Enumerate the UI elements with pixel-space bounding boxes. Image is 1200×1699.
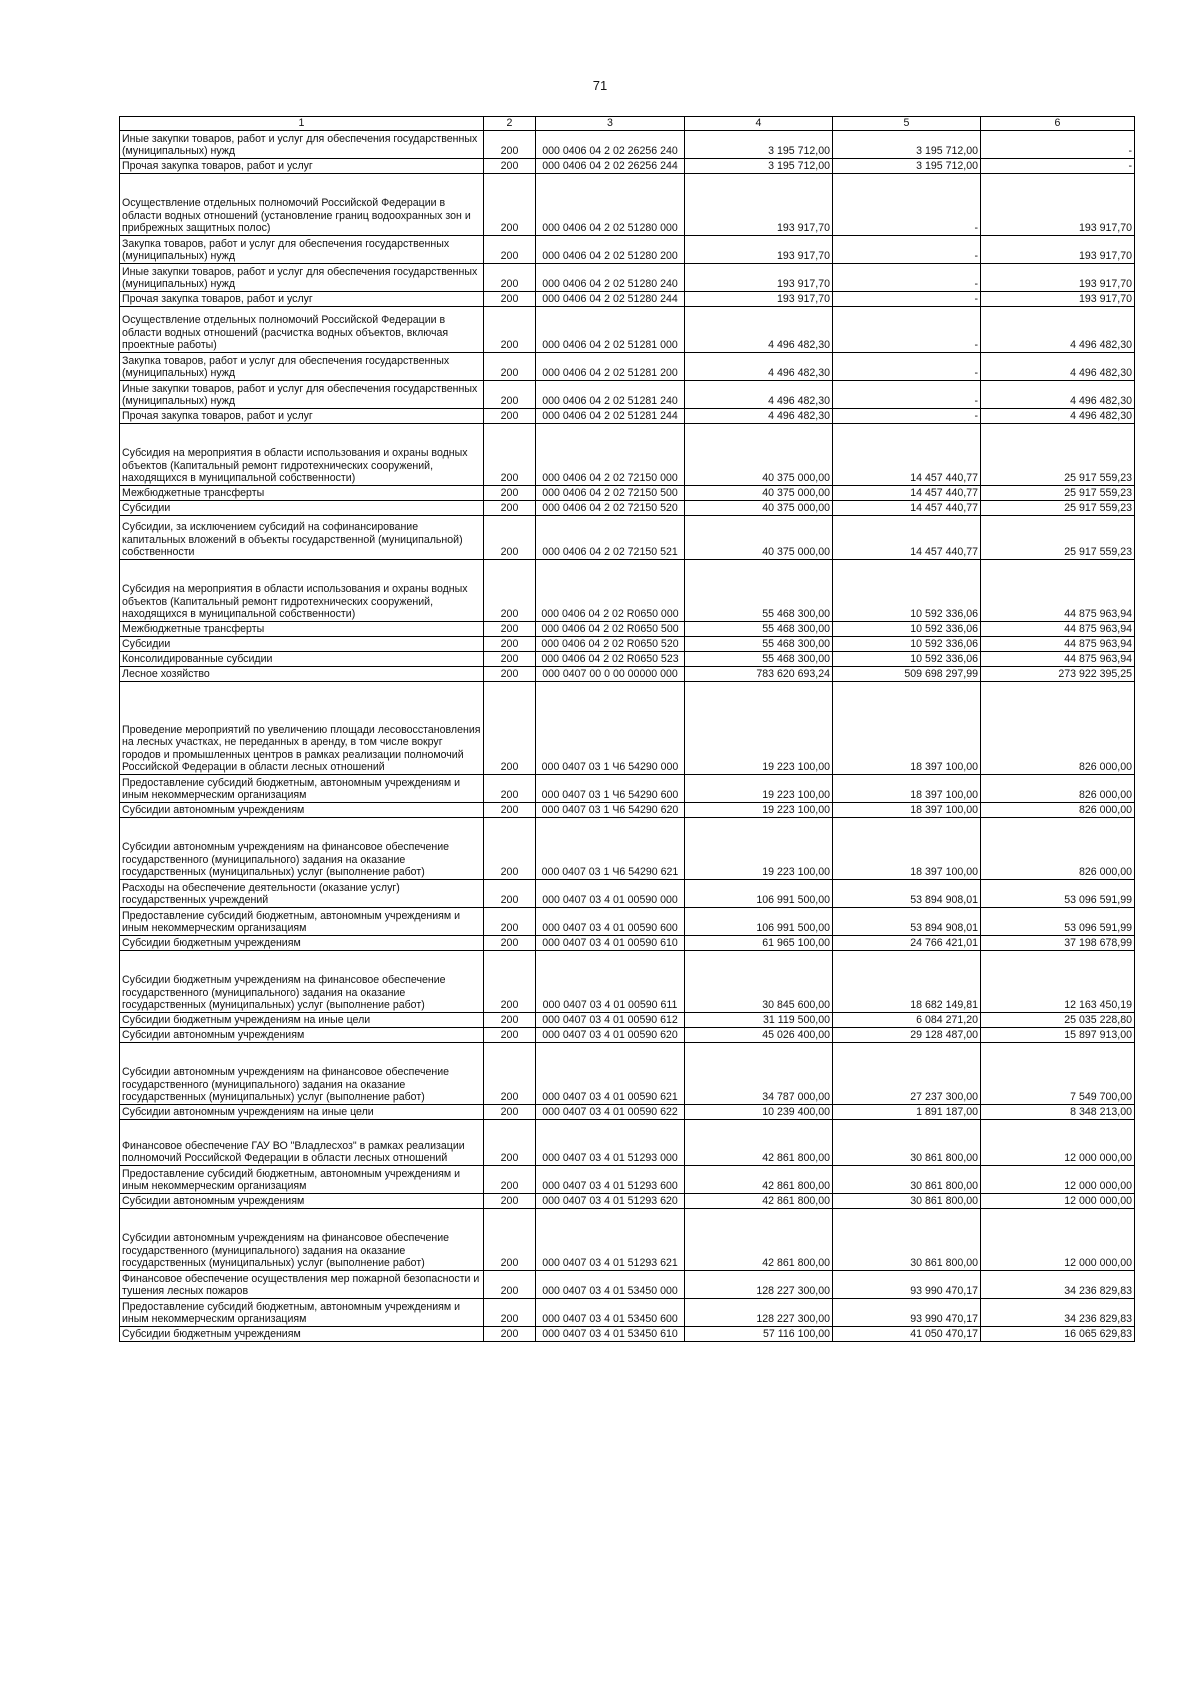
row-name-cell: Межбюджетные трансферты [120, 622, 484, 637]
row-col5-amount-cell: 509 698 297,99 [833, 667, 981, 682]
row-col5-amount-cell: 18 682 149,81 [833, 951, 981, 1013]
row-classification-code-cell: 000 0407 03 4 01 51293 000 [536, 1120, 685, 1166]
row-col6-amount-cell: 25 917 559,23 [981, 516, 1135, 560]
row-col5-amount-cell: 14 457 440,77 [833, 424, 981, 486]
row-col6-amount-cell: 193 917,70 [981, 174, 1135, 236]
table-row [120, 424, 1135, 486]
row-col4-amount-cell: 193 917,70 [685, 292, 833, 307]
row-col6-amount-cell: 12 000 000,00 [981, 1120, 1135, 1166]
table-row [120, 307, 1135, 353]
table-row [120, 131, 1135, 159]
row-col4-amount-cell: 193 917,70 [685, 174, 833, 236]
row-name-cell: Прочая закупка товаров, работ и услуг [120, 409, 484, 424]
row-col4-amount-cell: 19 223 100,00 [685, 803, 833, 818]
row-col6-amount-cell: 25 035 228,80 [981, 1013, 1135, 1028]
row-admin-code-cell: 200 [484, 1120, 536, 1166]
row-classification-code-cell: 000 0407 03 4 01 00590 621 [536, 1043, 685, 1105]
table-row [120, 880, 1135, 908]
row-admin-code-cell: 200 [484, 1105, 536, 1120]
row-name-cell: Иные закупки товаров, работ и услуг для обеспечения государственных (муниципальных) нужд [120, 264, 484, 292]
row-col5-amount-cell: - [833, 236, 981, 264]
row-col5-amount-cell: 30 861 800,00 [833, 1166, 981, 1194]
row-classification-code-cell: 000 0406 04 2 02 72150 000 [536, 424, 685, 486]
row-admin-code-cell: 200 [484, 803, 536, 818]
table-row [120, 174, 1135, 236]
row-admin-code-cell: 200 [484, 880, 536, 908]
row-col6-amount-cell: 44 875 963,94 [981, 637, 1135, 652]
header-col-1: 1 [120, 117, 484, 131]
row-col6-amount-cell: 7 549 700,00 [981, 1043, 1135, 1105]
table-row [120, 682, 1135, 775]
row-admin-code-cell: 200 [484, 818, 536, 880]
row-name-cell: Субсидии [120, 637, 484, 652]
row-col5-amount-cell: 30 861 800,00 [833, 1120, 981, 1166]
row-col4-amount-cell: 45 026 400,00 [685, 1028, 833, 1043]
row-name-cell: Прочая закупка товаров, работ и услуг [120, 292, 484, 307]
row-name-cell: Финансовое обеспечение ГАУ ВО "Владлесхоз" в рамках реализации полномочий Российской Федерации в области лесных отношений [120, 1120, 484, 1166]
table-row [120, 353, 1135, 381]
row-col4-amount-cell: 106 991 500,00 [685, 908, 833, 936]
row-col6-amount-cell: 12 000 000,00 [981, 1166, 1135, 1194]
row-name-cell: Иные закупки товаров, работ и услуг для обеспечения государственных (муниципальных) нужд [120, 381, 484, 409]
row-col5-amount-cell: 24 766 421,01 [833, 936, 981, 951]
row-classification-code-cell: 000 0406 04 2 02 51281 240 [536, 381, 685, 409]
table-row [120, 803, 1135, 818]
row-col5-amount-cell: 10 592 336,06 [833, 560, 981, 622]
row-name-cell: Субсидии автономным учреждениям на финансовое обеспечение государственного (муниципального) задания на оказание государственных (муниципальных) услуг (выполнение работ) [120, 818, 484, 880]
row-admin-code-cell: 200 [484, 775, 536, 803]
row-col4-amount-cell: 4 496 482,30 [685, 307, 833, 353]
row-col5-amount-cell: 1 891 187,00 [833, 1105, 981, 1120]
row-col4-amount-cell: 42 861 800,00 [685, 1120, 833, 1166]
row-col6-amount-cell: 34 236 829,83 [981, 1271, 1135, 1299]
row-classification-code-cell: 000 0406 04 2 02 51280 244 [536, 292, 685, 307]
row-col6-amount-cell: 4 496 482,30 [981, 381, 1135, 409]
header-col-6: 6 [981, 117, 1135, 131]
table-row [120, 1209, 1135, 1271]
row-col4-amount-cell: 4 496 482,30 [685, 409, 833, 424]
row-col5-amount-cell: - [833, 381, 981, 409]
row-classification-code-cell: 000 0407 03 4 01 00590 612 [536, 1013, 685, 1028]
row-classification-code-cell: 000 0407 03 4 01 53450 000 [536, 1271, 685, 1299]
row-name-cell: Субсидии [120, 501, 484, 516]
row-classification-code-cell: 000 0406 04 2 02 51281 200 [536, 353, 685, 381]
row-admin-code-cell: 200 [484, 637, 536, 652]
row-col6-amount-cell: 826 000,00 [981, 682, 1135, 775]
row-col6-amount-cell: 193 917,70 [981, 264, 1135, 292]
row-col5-amount-cell: 14 457 440,77 [833, 501, 981, 516]
row-classification-code-cell: 000 0406 04 2 02 72150 500 [536, 486, 685, 501]
row-classification-code-cell: 000 0406 04 2 02 R0650 520 [536, 637, 685, 652]
row-col6-amount-cell: 12 000 000,00 [981, 1194, 1135, 1209]
table-row [120, 1194, 1135, 1209]
row-col4-amount-cell: 31 119 500,00 [685, 1013, 833, 1028]
row-col6-amount-cell: 25 917 559,23 [981, 486, 1135, 501]
row-classification-code-cell: 000 0407 03 4 01 51293 600 [536, 1166, 685, 1194]
header-col-4: 4 [685, 117, 833, 131]
row-admin-code-cell: 200 [484, 1209, 536, 1271]
header-col-5: 5 [833, 117, 981, 131]
row-col4-amount-cell: 4 496 482,30 [685, 381, 833, 409]
row-admin-code-cell: 200 [484, 1271, 536, 1299]
row-col6-amount-cell: 193 917,70 [981, 292, 1135, 307]
row-col4-amount-cell: 10 239 400,00 [685, 1105, 833, 1120]
row-admin-code-cell: 200 [484, 1043, 536, 1105]
row-classification-code-cell: 000 0407 03 4 01 00590 620 [536, 1028, 685, 1043]
row-name-cell: Консолидированные субсидии [120, 652, 484, 667]
row-classification-code-cell: 000 0406 04 2 02 51281 000 [536, 307, 685, 353]
row-col4-amount-cell: 3 195 712,00 [685, 159, 833, 174]
row-col4-amount-cell: 42 861 800,00 [685, 1194, 833, 1209]
row-name-cell: Предоставление субсидий бюджетным, автономным учреждениям и иным некоммерческим организациям [120, 775, 484, 803]
table-row [120, 775, 1135, 803]
row-col4-amount-cell: 783 620 693,24 [685, 667, 833, 682]
row-admin-code-cell: 200 [484, 951, 536, 1013]
row-col5-amount-cell: 14 457 440,77 [833, 486, 981, 501]
row-col6-amount-cell: 53 096 591,99 [981, 908, 1135, 936]
row-col6-amount-cell: 273 922 395,25 [981, 667, 1135, 682]
row-name-cell: Субсидии автономным учреждениям [120, 1194, 484, 1209]
table-row [120, 1327, 1135, 1342]
budget-execution-table [119, 116, 1135, 1342]
row-col5-amount-cell: 10 592 336,06 [833, 652, 981, 667]
row-col5-amount-cell: - [833, 174, 981, 236]
table-row [120, 292, 1135, 307]
row-name-cell: Иные закупки товаров, работ и услуг для обеспечения государственных (муниципальных) нужд [120, 131, 484, 159]
row-name-cell: Субсидии бюджетным учреждениям на финансовое обеспечение государственного (муниципального) задания на оказание государственных (муниципальных) услуг (выполнение работ) [120, 951, 484, 1013]
row-col6-amount-cell: 4 496 482,30 [981, 409, 1135, 424]
row-name-cell: Лесное хозяйство [120, 667, 484, 682]
table-header-row [120, 117, 1135, 131]
table-row [120, 637, 1135, 652]
row-admin-code-cell: 200 [484, 501, 536, 516]
row-admin-code-cell: 200 [484, 486, 536, 501]
row-classification-code-cell: 000 0407 03 4 01 53450 610 [536, 1327, 685, 1342]
row-admin-code-cell: 200 [484, 1194, 536, 1209]
row-classification-code-cell: 000 0406 04 2 02 26256 244 [536, 159, 685, 174]
row-admin-code-cell: 200 [484, 353, 536, 381]
row-col4-amount-cell: 19 223 100,00 [685, 818, 833, 880]
row-col6-amount-cell: 44 875 963,94 [981, 560, 1135, 622]
row-col5-amount-cell: 18 397 100,00 [833, 682, 981, 775]
row-col5-amount-cell: 10 592 336,06 [833, 622, 981, 637]
table-row [120, 409, 1135, 424]
row-col5-amount-cell: 10 592 336,06 [833, 637, 981, 652]
row-col5-amount-cell: - [833, 307, 981, 353]
row-col5-amount-cell: 41 050 470,17 [833, 1327, 981, 1342]
row-admin-code-cell: 200 [484, 1327, 536, 1342]
row-name-cell: Субсидии, за исключением субсидий на софинансирование капитальных вложений в объекты государственной (муниципальной) собственности [120, 516, 484, 560]
row-admin-code-cell: 200 [484, 307, 536, 353]
row-admin-code-cell: 200 [484, 159, 536, 174]
table-row [120, 560, 1135, 622]
row-col6-amount-cell: 8 348 213,00 [981, 1105, 1135, 1120]
table-row [120, 818, 1135, 880]
row-col5-amount-cell: 6 084 271,20 [833, 1013, 981, 1028]
row-col4-amount-cell: 40 375 000,00 [685, 516, 833, 560]
row-col4-amount-cell: 40 375 000,00 [685, 486, 833, 501]
table-row [120, 936, 1135, 951]
row-col4-amount-cell: 128 227 300,00 [685, 1271, 833, 1299]
row-classification-code-cell: 000 0407 03 4 01 00590 622 [536, 1105, 685, 1120]
table-row [120, 1120, 1135, 1166]
row-col4-amount-cell: 128 227 300,00 [685, 1299, 833, 1327]
row-col6-amount-cell: - [981, 131, 1135, 159]
row-name-cell: Субсидии бюджетным учреждениям [120, 1327, 484, 1342]
row-classification-code-cell: 000 0407 03 1 Ч6 54290 000 [536, 682, 685, 775]
row-col5-amount-cell: - [833, 409, 981, 424]
row-name-cell: Осуществление отдельных полномочий Российской Федерации в области водных отношений (установление границ водоохранных зон и прибрежных защитных полос) [120, 174, 484, 236]
row-col4-amount-cell: 4 496 482,30 [685, 353, 833, 381]
row-col6-amount-cell: 12 000 000,00 [981, 1209, 1135, 1271]
row-col5-amount-cell: 18 397 100,00 [833, 818, 981, 880]
row-name-cell: Субсидия на мероприятия в области использования и охраны водных объектов (Капитальный ремонт гидротехнических сооружений, находящихся в муниципальной собственности) [120, 424, 484, 486]
row-classification-code-cell: 000 0407 03 1 Ч6 54290 600 [536, 775, 685, 803]
row-classification-code-cell: 000 0407 03 4 01 00590 610 [536, 936, 685, 951]
row-classification-code-cell: 000 0407 03 4 01 00590 600 [536, 908, 685, 936]
header-col-3: 3 [536, 117, 685, 131]
row-classification-code-cell: 000 0407 03 4 01 51293 621 [536, 1209, 685, 1271]
row-col5-amount-cell: 93 990 470,17 [833, 1299, 981, 1327]
row-classification-code-cell: 000 0406 04 2 02 72150 520 [536, 501, 685, 516]
row-col4-amount-cell: 3 195 712,00 [685, 131, 833, 159]
table-row [120, 516, 1135, 560]
row-col6-amount-cell: 16 065 629,83 [981, 1327, 1135, 1342]
row-admin-code-cell: 200 [484, 381, 536, 409]
row-col4-amount-cell: 30 845 600,00 [685, 951, 833, 1013]
row-admin-code-cell: 200 [484, 1166, 536, 1194]
row-col5-amount-cell: - [833, 292, 981, 307]
row-col4-amount-cell: 57 116 100,00 [685, 1327, 833, 1342]
row-col5-amount-cell: 30 861 800,00 [833, 1194, 981, 1209]
row-admin-code-cell: 200 [484, 174, 536, 236]
row-col6-amount-cell: 826 000,00 [981, 775, 1135, 803]
row-col5-amount-cell: 30 861 800,00 [833, 1209, 981, 1271]
row-admin-code-cell: 200 [484, 1028, 536, 1043]
table-row [120, 486, 1135, 501]
row-classification-code-cell: 000 0407 03 1 Ч6 54290 621 [536, 818, 685, 880]
header-col-2: 2 [484, 117, 536, 131]
row-admin-code-cell: 200 [484, 264, 536, 292]
row-col5-amount-cell: 3 195 712,00 [833, 159, 981, 174]
row-classification-code-cell: 000 0407 03 4 01 51293 620 [536, 1194, 685, 1209]
row-classification-code-cell: 000 0406 04 2 02 51281 244 [536, 409, 685, 424]
row-name-cell: Субсидии автономным учреждениям [120, 803, 484, 818]
row-name-cell: Субсидии бюджетным учреждениям на иные цели [120, 1013, 484, 1028]
row-name-cell: Предоставление субсидий бюджетным, автономным учреждениям и иным некоммерческим организациям [120, 908, 484, 936]
row-col6-amount-cell: 826 000,00 [981, 803, 1135, 818]
row-col4-amount-cell: 40 375 000,00 [685, 424, 833, 486]
row-col4-amount-cell: 34 787 000,00 [685, 1043, 833, 1105]
row-admin-code-cell: 200 [484, 1299, 536, 1327]
row-col6-amount-cell: 53 096 591,99 [981, 880, 1135, 908]
row-name-cell: Субсидии автономным учреждениям на иные цели [120, 1105, 484, 1120]
row-col4-amount-cell: 55 468 300,00 [685, 652, 833, 667]
table-row [120, 652, 1135, 667]
row-admin-code-cell: 200 [484, 131, 536, 159]
row-classification-code-cell: 000 0406 04 2 02 51280 240 [536, 264, 685, 292]
row-col4-amount-cell: 40 375 000,00 [685, 501, 833, 516]
row-col5-amount-cell: - [833, 264, 981, 292]
row-col6-amount-cell: 4 496 482,30 [981, 307, 1135, 353]
row-classification-code-cell: 000 0406 04 2 02 72150 521 [536, 516, 685, 560]
table-row [120, 381, 1135, 409]
row-col6-amount-cell: 826 000,00 [981, 818, 1135, 880]
row-admin-code-cell: 200 [484, 236, 536, 264]
row-classification-code-cell: 000 0406 04 2 02 R0650 500 [536, 622, 685, 637]
table-row [120, 236, 1135, 264]
row-col4-amount-cell: 19 223 100,00 [685, 775, 833, 803]
row-admin-code-cell: 200 [484, 622, 536, 637]
row-admin-code-cell: 200 [484, 516, 536, 560]
row-admin-code-cell: 200 [484, 1013, 536, 1028]
row-col6-amount-cell: 34 236 829,83 [981, 1299, 1135, 1327]
row-classification-code-cell: 000 0407 03 4 01 53450 600 [536, 1299, 685, 1327]
table-row [120, 159, 1135, 174]
row-admin-code-cell: 200 [484, 292, 536, 307]
row-col4-amount-cell: 55 468 300,00 [685, 622, 833, 637]
row-col6-amount-cell: 15 897 913,00 [981, 1028, 1135, 1043]
row-admin-code-cell: 200 [484, 936, 536, 951]
row-admin-code-cell: 200 [484, 908, 536, 936]
row-col4-amount-cell: 55 468 300,00 [685, 637, 833, 652]
row-classification-code-cell: 000 0407 03 4 01 00590 000 [536, 880, 685, 908]
row-name-cell: Расходы на обеспечение деятельности (оказание услуг) государственных учреждений [120, 880, 484, 908]
row-col4-amount-cell: 42 861 800,00 [685, 1166, 833, 1194]
row-classification-code-cell: 000 0406 04 2 02 R0650 000 [536, 560, 685, 622]
row-col4-amount-cell: 193 917,70 [685, 236, 833, 264]
row-name-cell: Проведение мероприятий по увеличению площади лесовосстановления на лесных участках, не переданных в аренду, в том числе вокруг городов и промышленных центров в рамках реализации полномочий Российской Федерации в области лесных отношений [120, 682, 484, 775]
row-classification-code-cell: 000 0406 04 2 02 51280 200 [536, 236, 685, 264]
row-col6-amount-cell: 44 875 963,94 [981, 652, 1135, 667]
table-row [120, 951, 1135, 1013]
row-classification-code-cell: 000 0407 03 4 01 00590 611 [536, 951, 685, 1013]
table-row [120, 1105, 1135, 1120]
table-row [120, 1043, 1135, 1105]
row-admin-code-cell: 200 [484, 409, 536, 424]
row-name-cell: Осуществление отдельных полномочий Российской Федерации в области водных отношений (расчистка водных объектов, включая проектные работы) [120, 307, 484, 353]
row-col5-amount-cell: 3 195 712,00 [833, 131, 981, 159]
row-col5-amount-cell: 53 894 908,01 [833, 908, 981, 936]
row-classification-code-cell: 000 0407 00 0 00 00000 000 [536, 667, 685, 682]
row-name-cell: Предоставление субсидий бюджетным, автономным учреждениям и иным некоммерческим организациям [120, 1166, 484, 1194]
row-name-cell: Предоставление субсидий бюджетным, автономным учреждениям и иным некоммерческим организациям [120, 1299, 484, 1327]
table-row [120, 908, 1135, 936]
row-name-cell: Межбюджетные трансферты [120, 486, 484, 501]
row-col4-amount-cell: 106 991 500,00 [685, 880, 833, 908]
row-col6-amount-cell: 25 917 559,23 [981, 424, 1135, 486]
table-row [120, 1299, 1135, 1327]
row-col5-amount-cell: 18 397 100,00 [833, 775, 981, 803]
page-number: 71 [592, 78, 608, 93]
row-name-cell: Субсидия на мероприятия в области использования и охраны водных объектов (Капитальный ремонт гидротехнических сооружений, находящихся в муниципальной собственности) [120, 560, 484, 622]
row-col4-amount-cell: 42 861 800,00 [685, 1209, 833, 1271]
row-name-cell: Субсидии автономным учреждениям [120, 1028, 484, 1043]
row-name-cell: Прочая закупка товаров, работ и услуг [120, 159, 484, 174]
row-name-cell: Субсидии автономным учреждениям на финансовое обеспечение государственного (муниципального) задания на оказание государственных (муниципальных) услуг (выполнение работ) [120, 1043, 484, 1105]
table-row [120, 264, 1135, 292]
row-col5-amount-cell: 53 894 908,01 [833, 880, 981, 908]
row-admin-code-cell: 200 [484, 682, 536, 775]
row-classification-code-cell: 000 0406 04 2 02 R0650 523 [536, 652, 685, 667]
table-row [120, 501, 1135, 516]
row-admin-code-cell: 200 [484, 424, 536, 486]
row-col6-amount-cell: 193 917,70 [981, 236, 1135, 264]
table-row [120, 1013, 1135, 1028]
row-col6-amount-cell: 37 198 678,99 [981, 936, 1135, 951]
row-admin-code-cell: 200 [484, 652, 536, 667]
row-col5-amount-cell: 18 397 100,00 [833, 803, 981, 818]
row-col4-amount-cell: 193 917,70 [685, 264, 833, 292]
table-row [120, 1166, 1135, 1194]
row-col5-amount-cell: 27 237 300,00 [833, 1043, 981, 1105]
row-col5-amount-cell: 29 128 487,00 [833, 1028, 981, 1043]
row-col6-amount-cell: - [981, 159, 1135, 174]
row-col6-amount-cell: 25 917 559,23 [981, 501, 1135, 516]
table-row [120, 1028, 1135, 1043]
row-classification-code-cell: 000 0406 04 2 02 51280 000 [536, 174, 685, 236]
table-row [120, 667, 1135, 682]
table-row [120, 622, 1135, 637]
table-row [120, 1271, 1135, 1299]
row-admin-code-cell: 200 [484, 667, 536, 682]
row-col6-amount-cell: 44 875 963,94 [981, 622, 1135, 637]
row-col4-amount-cell: 61 965 100,00 [685, 936, 833, 951]
row-col4-amount-cell: 19 223 100,00 [685, 682, 833, 775]
row-col5-amount-cell: 93 990 470,17 [833, 1271, 981, 1299]
row-col6-amount-cell: 4 496 482,30 [981, 353, 1135, 381]
row-name-cell: Субсидии автономным учреждениям на финансовое обеспечение государственного (муниципального) задания на оказание государственных (муниципальных) услуг (выполнение работ) [120, 1209, 484, 1271]
row-name-cell: Финансовое обеспечение осуществления мер пожарной безопасности и тушения лесных пожаров [120, 1271, 484, 1299]
row-classification-code-cell: 000 0407 03 1 Ч6 54290 620 [536, 803, 685, 818]
row-admin-code-cell: 200 [484, 560, 536, 622]
row-col6-amount-cell: 12 163 450,19 [981, 951, 1135, 1013]
row-col5-amount-cell: - [833, 353, 981, 381]
row-name-cell: Закупка товаров, работ и услуг для обеспечения государственных (муниципальных) нужд [120, 236, 484, 264]
row-name-cell: Субсидии бюджетным учреждениям [120, 936, 484, 951]
row-name-cell: Закупка товаров, работ и услуг для обеспечения государственных (муниципальных) нужд [120, 353, 484, 381]
row-classification-code-cell: 000 0406 04 2 02 26256 240 [536, 131, 685, 159]
row-col5-amount-cell: 14 457 440,77 [833, 516, 981, 560]
row-col4-amount-cell: 55 468 300,00 [685, 560, 833, 622]
